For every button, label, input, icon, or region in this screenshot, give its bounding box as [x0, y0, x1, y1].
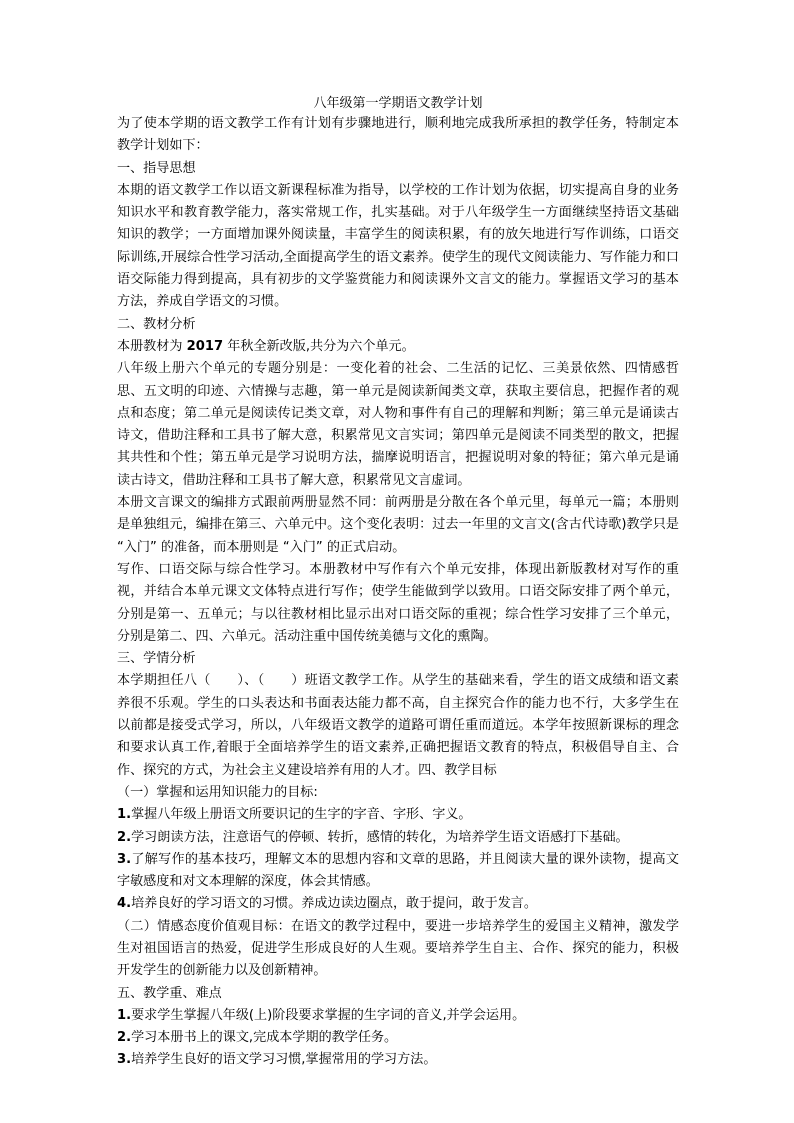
section-3-heading: 三、学情分析 — [117, 651, 196, 667]
key-point-item — [117, 1027, 679, 1049]
key-point-number: 3. — [117, 1052, 132, 1068]
section-2-paragraph-1 — [117, 336, 679, 358]
goal-text: 培养良好的学习语文的习惯。养成边读边圈点，敢于提问，敢于发言。 — [131, 896, 537, 912]
goal-list-item — [117, 804, 679, 826]
key-point-item — [117, 1049, 679, 1071]
section-1-body: 本期的语文教学工作以语文新课程标准为指导，以学校的工作计划为依据，切实提高自身的业务知识水平和教育教学能力，落实常规工作，扎实基础。对于八年级学生一方面继续坚持语文基础知识的教学；一方面增加课外阅读量，丰富学生的阅读积累，有的放矢地进行写作训练，口语交际训练,开展综合性学习活动,全面提高学生的语文素养。使学生的现代文阅读能力、写作能力和口语交际能力得到提高，具有初步的文学鉴赏能力和阅读课外文言文的能力。掌握语文学习的基本方法，养成自学语文的习惯。 — [117, 182, 679, 310]
key-point-text: 学习本册书上的课文,完成本学期的教学任务。 — [131, 1030, 398, 1046]
textbook-year: 2017 — [186, 338, 224, 354]
goal-list-item — [117, 849, 679, 894]
section-1-heading: 一、指导思想 — [117, 160, 196, 176]
goal-list-item — [117, 827, 679, 849]
section-2-paragraph-3: 本册文言课文的编排方式跟前两册显然不同：前两册是分散在各个单元里，每单元一篇；本册则是单独组元，编排在第三、六单元中。这个变化表明：过去一年里的文言文(含古代诗歌)教学只是 “入门” 的准备，而本册则是 “入门” 的正式启动。 — [117, 495, 679, 555]
key-point-text: 要求学生掌握八年级(上)阶段要求掌握的生字词的音义,并学会运用。 — [131, 1007, 526, 1023]
document-page — [117, 94, 679, 1072]
section-5-heading: 五、教学重、难点 — [117, 985, 222, 1001]
textbook-edition-prefix: 本册教材为 — [117, 338, 187, 354]
textbook-edition-suffix: 年秋全新改版,共分为六个单元。 — [223, 338, 415, 354]
goal-number: 3. — [117, 851, 132, 867]
document-title: 八年级第一学期语文教学计划 — [313, 96, 483, 111]
key-point-text: 培养学生良好的语文学习习惯,掌握常用的学习方法。 — [131, 1052, 437, 1068]
section-2-paragraph-4: 写作、口语交际与综合性学习。本册教材中写作有六个单元安排，体现出新版教材对写作的重视，并结合本单元课文文体特点进行写作；使学生能做到学以致用。口语交际安排了两个单元，分别是第一、五单元；与以往教材相比显示出对口语交际的重视；综合性学习安排了三个单元，分别是第二、四、六单元。活动注重中国传统美德与文化的熏陶。 — [117, 561, 679, 644]
goal-number: 4. — [117, 896, 132, 912]
goal-number: 1. — [117, 807, 132, 823]
section-3-body: 本学期担任八（ ）、（ ）班语文教学工作。从学生的基础来看，学生的语文成绩和语文素养很不乐观。学生的口头表达和书面表达能力都不高，自主探究合作的能力也不行，大多学生在以前都是接受式学习，所以，八年级语文教学的道路可谓任重而道远。本学年按照新课标的理念和要求认真工作,着眼于全面培养学生的语文素养,正确把握语文教育的特点，积极倡导自主、合作、探究的方式，为社会主义建设培养有用的人才。四、教学目标 — [117, 673, 679, 778]
key-point-item — [117, 1005, 679, 1027]
section-4-subheading-2: （二）情感态度价值观目标：在语文的教学过程中，要进一步培养学生的爱国主义精神，激发学生对祖国语言的热爱，促进学生形成良好的人生观。要培养学生自主、合作、探究的能力，积极开发学生的创新能力以及创新精神。 — [117, 918, 679, 979]
section-2-heading: 二、教材分析 — [117, 316, 196, 332]
goal-text: 掌握八年级上册语文所要识记的生字的字音、字形、字义。 — [131, 807, 472, 823]
key-point-number: 2. — [117, 1030, 132, 1046]
goal-text: 了解写作的基本技巧，理解文本的思想内容和文章的思路，并且阅读大量的课外读物，提高文字敏感度和对文本理解的深度，体会其情感。 — [117, 851, 679, 890]
intro-paragraph: 为了使本学期的语文教学工作有计划有步骤地进行，顺利地完成我所承担的教学任务，特制定本教学计划如下： — [117, 116, 679, 154]
section-2-paragraph-2: 八年级上册六个单元的专题分别是：一变化着的社会、二生活的记忆、三美景依然、四情感哲思、五文明的印迹、六情操与志趣，第一单元是阅读新闻类文章，获取主要信息，把握作者的观点和态度；第二单元是阅读传记类文章，对人物和事件有自己的理解和判断；第三单元是诵读古诗文，借助注释和工具书了解大意，积累常见文言实词；第四单元是阅读不同类型的散文，把握其共性和个性；第五单元是学习说明方法，揣摩说明语言，把握说明对象的特征；第六单元是诵读古诗文，借助注释和工具书了解大意，积累常见文言虚词。 — [117, 361, 679, 488]
goal-text: 学习朗读方法，注意语气的停顿、转折，感情的转化，为培养学生语文语感打下基础。 — [131, 829, 629, 845]
goal-list-item — [117, 893, 679, 915]
key-point-number: 1. — [117, 1007, 132, 1023]
section-4-subheading-1: （一）掌握和运用知识能力的目标: — [117, 784, 318, 800]
goal-number: 2. — [117, 829, 132, 845]
